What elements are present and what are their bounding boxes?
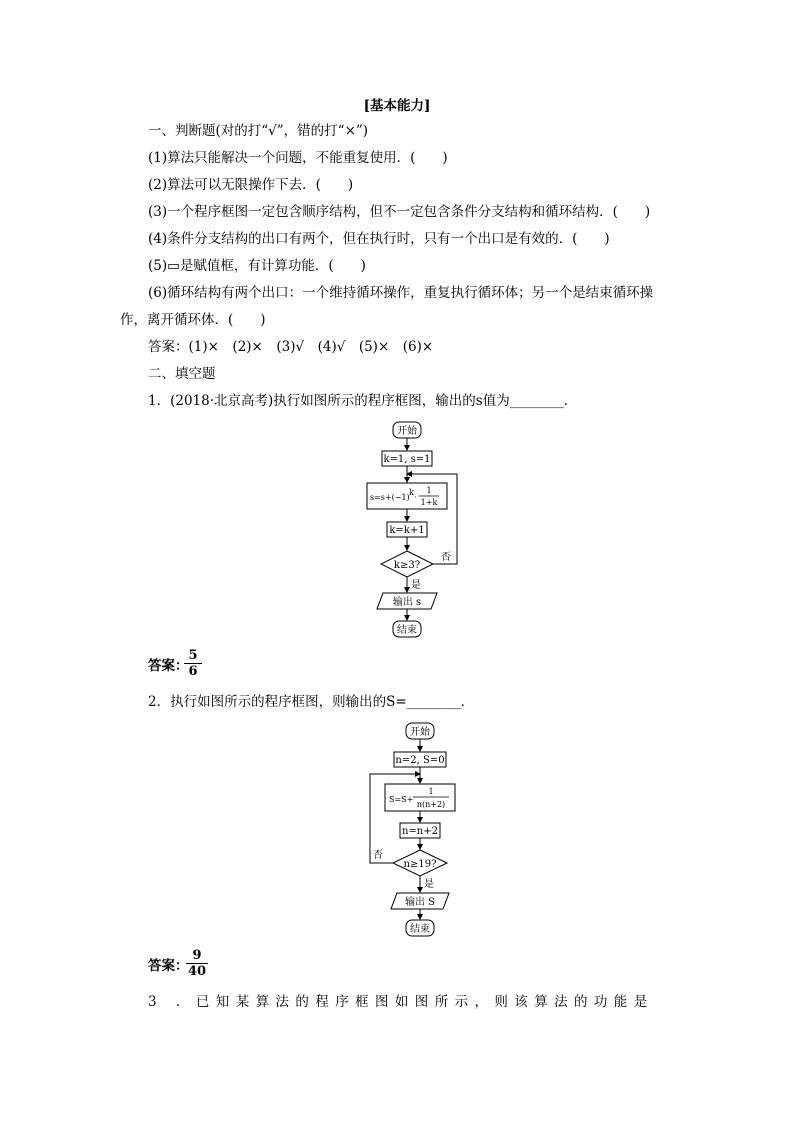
fc2-condition-label: n≥19? [403, 859, 437, 870]
fc1-assign-prefix: s=s+(−1) [370, 493, 410, 502]
fc2-assign-num: 1 [428, 787, 434, 796]
part1-heading: 一、判断题(对的打“√”，错的打“×”) [148, 123, 369, 139]
q2-answer-num: 9 [186, 948, 208, 964]
q3-text: ．已知某算法的程序框图如图所示，则该算法的功能是 [176, 994, 654, 1010]
fc1-no-label: 否 [441, 552, 451, 563]
fc1-increment-label: k=k+1 [389, 525, 425, 536]
q3-number: 3 [148, 994, 157, 1010]
item-1: (1)算法只能解决一个问题，不能重复使用．( ) [148, 150, 448, 166]
section-title: [基本能力] [363, 98, 431, 114]
fc1-assign-exp: k [409, 488, 414, 497]
item-2: (2)算法可以无限操作下去．( ) [148, 177, 354, 193]
q2-answer-fraction [186, 948, 208, 979]
fc2-increment-label: n=n+2 [401, 826, 439, 837]
fc1-assign-dot: · [414, 493, 417, 502]
part1-answer: 答案：(1)× (2)× (3)√ (4)√ (5)× (6)× [148, 339, 434, 355]
fc2-init-label: n=2, S=0 [395, 755, 445, 766]
fc1-yes-label: 是 [411, 580, 421, 591]
fc2-no-label: 否 [373, 850, 383, 861]
fc1-end-label: 结束 [397, 625, 417, 636]
fc1-output-label: 输出 s [392, 597, 422, 608]
fc2-yes-label: 是 [424, 879, 434, 890]
fc1-init-label: k=1, s=1 [383, 454, 431, 465]
item-5: (5)▭是赋值框，有计算功能．( ) [148, 258, 366, 274]
fc2-assign-den: n(n+2) [416, 800, 446, 809]
q1-text: 1．(2018·北京高考)执行如图所示的程序框图，输出的s值为________． [148, 393, 578, 409]
q2-text: 2．执行如图所示的程序框图，则输出的S=________． [148, 694, 475, 710]
item-6-line1: (6)循环结构有两个出口：一个维持循环操作，重复执行循环体；另一个是结束循环操 [148, 285, 654, 301]
q2-answer-label: 答案： [148, 958, 189, 974]
q2-answer-den: 40 [187, 964, 207, 979]
q1-answer-den: 6 [188, 664, 198, 679]
item-4: (4)条件分支结构的出口有两个，但在执行时，只有一个出口是有效的．( ) [148, 231, 610, 247]
item-6-line2: 作，离开循环体．( ) [120, 312, 266, 328]
fc1-assign-den: 1+k [420, 498, 438, 507]
fc1-assign-num: 1 [426, 486, 432, 495]
item-3: (3)一个程序框图一定包含顺序结构，但不一定包含条件分支结构和循环结构．( ) [148, 204, 651, 220]
fc2-start-label: 开始 [410, 727, 430, 738]
fc2-output-label: 输出 S [404, 897, 436, 908]
flowchart-1 [355, 418, 475, 648]
fc2-end-label: 结束 [410, 924, 430, 935]
fc2-assign-prefix: S=S+ [389, 795, 414, 804]
q1-answer-label: 答案： [148, 658, 189, 674]
part2-heading: 二、填空题 [148, 366, 216, 382]
fc1-start-label: 开始 [397, 426, 417, 437]
flowchart-2 [365, 720, 475, 945]
q1-answer-num: 5 [184, 648, 202, 664]
q1-answer-fraction [184, 648, 202, 679]
fc1-condition-label: k≥3? [393, 560, 421, 571]
